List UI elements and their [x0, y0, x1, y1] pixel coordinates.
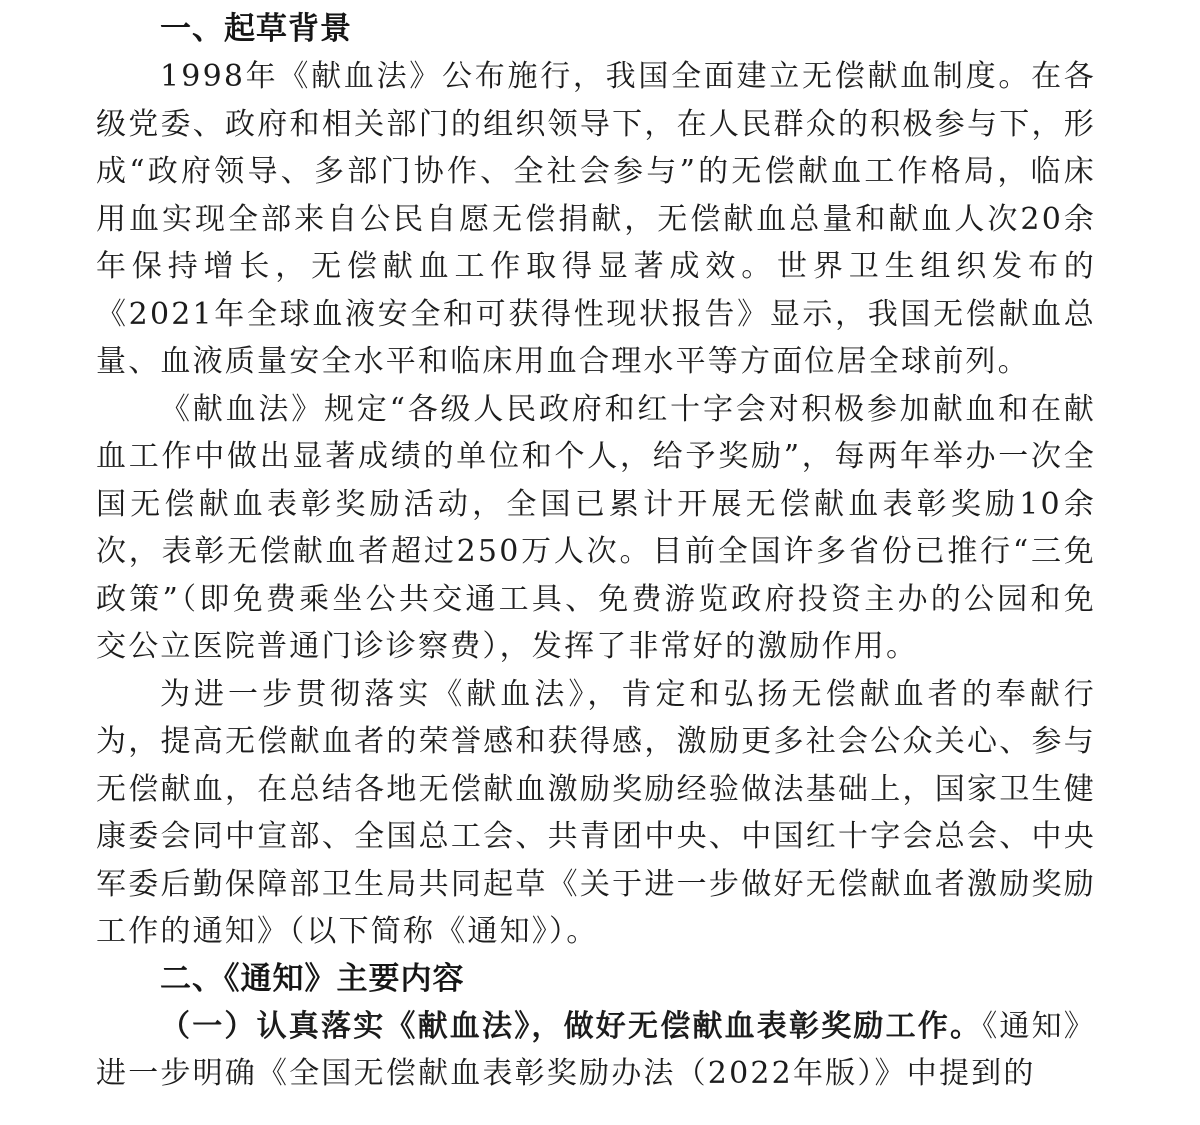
- section-heading-background: 一、起草背景: [160, 11, 352, 47]
- section-heading-main-content: 二、《通知》主要内容: [160, 960, 465, 997]
- paragraph-background-1: 1998年《献血法》公布施行，我国全面建立无偿献血制度。在各级党委、政府和相关部门的组织领导下，在人民群众的积极参与下，形成“政府领导、多部门协作、全社会参与”的无偿献血工作格局，临床用血实现全部来自公民自愿无偿捐献，无偿献血总量和献血人次20余年保持增长，无偿献血工作取得显著成效。世界卫生组织发布的《2021年全球血液安全和可获得性现状报告》显示，我国无偿献血总量、血液质量安全水平和临床用血合理水平等方面位居全球前列。: [96, 59, 1096, 379]
- paragraph-lead-sentence: （一）认真落实《献血法》，做好无偿献血表彰奖励工作。: [160, 1008, 983, 1044]
- document-page: [96, 0, 1096, 1098]
- paragraph-body-text: 《通知》进一步明确《全国无偿献血表彰奖励办法（2022年版）》中提到的: [96, 1008, 1097, 1091]
- paragraph-background-2: 《献血法》规定“各级人民政府和红十字会对积极参加献血和在献血工作中做出显著成绩的单位和个人，给予奖励”，每两年举办一次全国无偿献血表彰奖励活动，全国已累计开展无偿献血表彰奖励10余次，表彰无偿献血者超过250万人次。目前全国许多省份已推行“三免政策”（即免费乘坐公共交通工具、免费游览政府投资主办的公园和免交公立医院普通门诊诊察费），发挥了非常好的激励作用。: [96, 391, 1096, 664]
- paragraph-main-content-1: [96, 1003, 1096, 1098]
- paragraph-background-3: 为进一步贯彻落实《献血法》，肯定和弘扬无偿献血者的奉献行为，提高无偿献血者的荣誉感和获得感，激励更多社会公众关心、参与无偿献血，在总结各地无偿献血激励奖励经验做法基础上，国家卫生健康委会同中宣部、全国总工会、共青团中央、中国红十字会总会、中央军委后勤保障部卫生局共同起草《关于进一步做好无偿献血者激励奖励工作的通知》（以下简称《通知》）。: [96, 676, 1096, 949]
